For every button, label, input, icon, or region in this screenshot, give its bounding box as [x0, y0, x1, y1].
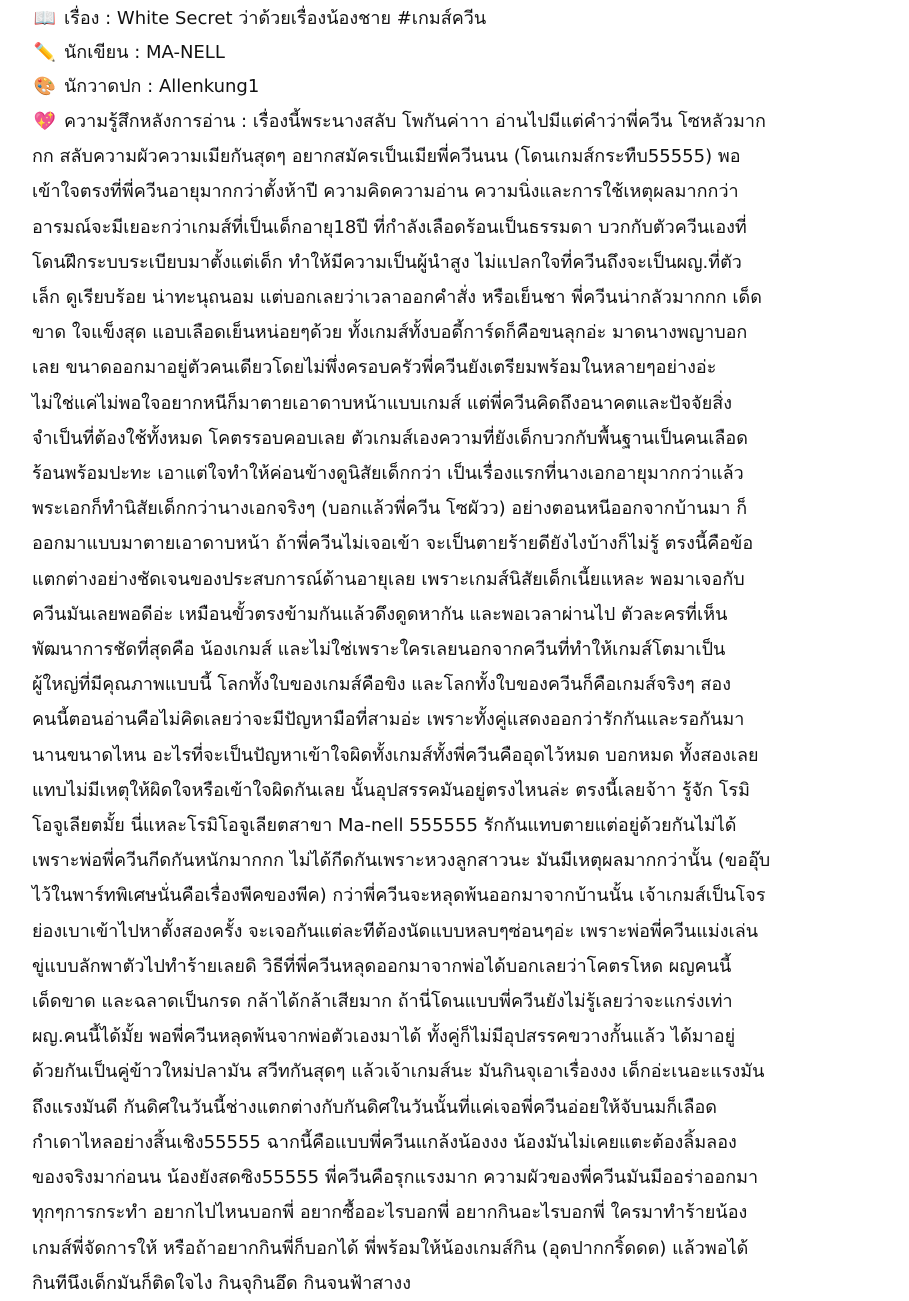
review-line: โอจูเลียตมั้ย นี่แหละโรมิโอจูเลียตสาขา Ma-nell 555555 รักกันแทบตายแต่อยู่ด้วยกันไม่ได้ — [32, 815, 737, 837]
review-line: ความรู้สึกหลังการอ่าน : เรื่องนี้พระนางสลับ โพกันค่าาา อ่านไปมีแต่คำว่าพี่ควีน โซหลัวมาก — [64, 111, 766, 132]
review-line: เข้าใจตรงที่พี่ควีนอายุมากกว่าตั้งห้าปี ความคิดความอ่าน ความนิ่งและการใช้เหตุผลมากกว่า — [32, 181, 739, 203]
review-line: อารมณ์จะมีเยอะกว่าเกมส์ที่เป็นเด็กอายุ18ปี ที่กำลังเลือดร้อนเป็นธรรมดา บวกกับตัวควีนเองที่ — [32, 216, 747, 238]
review-line: ทุกๆการกระทำ อยากไปไหนบอกพี่ อยากซื้ออะไรบอกพี่ อยากกินอะไรบอกพี่ ใครมาทำร้ายน้อง — [32, 1202, 748, 1224]
review-line: เพราะพ่อพี่ควีนกีดกันหนักมากกก ไม่ได้กีดกันเพราะหวงลูกสาวนะ มันมีเหตุผลมากกว่านั้น (ขออุ๊บ — [32, 850, 771, 872]
review-line: เล็ก ดูเรียบร้อย น่าทะนุถนอม แต่บอกเลยว่าเวลาออกคำสั่ง หรือเย็นชา พี่ควีนน่ากลัวมากกก เด็ด — [32, 287, 762, 309]
cover-artist: นักวาดปก : Allenkung1 — [64, 76, 260, 97]
pencil-icon: ✏️ — [33, 42, 57, 63]
sparkling-heart-icon: 💖 — [33, 111, 57, 132]
review-line: ผญ.คนนี้ได้มั้ย พอพี่ควีนหลุดพ้นจากพ่อตัวเองมาได้ ทั้งคู่ก็ไม่มีอุปสรรคขวางกั้นแล้ว ได้มาอยู่ — [32, 1026, 736, 1048]
review-line: พัฒนาการชัดที่สุดคือ น้องเกมส์ และไม่ใช่เพราะใครเลยนอกจากควีนที่ทำให้เกมส์โตมาเป็น — [32, 639, 726, 661]
review-line: ไว้ในพาร์ทพิเศษนั่นคือเรื่องพีคของพีค) กว่าพี่ควีนจะหลุดพ้นออกมาจากบ้านนั้น เจ้าเกมส์เป็นโจร — [32, 885, 766, 907]
author: นักเขียน : MA-NELL — [64, 42, 225, 63]
review-line: แทบไม่มีเหตุให้ผิดใจหรือเข้าใจผิดกันเลย นั้นอุปสรรคมันอยู่ตรงไหนล่ะ ตรงนี้เลยจ้าา รู้จัก โรมิ — [32, 779, 750, 801]
review-heading-line — [32, 104, 883, 139]
review-line: กก สลับความผัวความเมียกันสุดๆ อยากสมัครเป็นเมียพี่ควีนนน (โดนเกมส์กระทืบ55555) พอ — [32, 146, 741, 168]
review-line: ไม่ใช่แค่ไม่พอใจอยากหนีก็มาตายเอาดาบหน้าแบบเกมส์ แต่พี่ควีนคิดถึงอนาคตและปัจจัยสิ่ง — [32, 392, 733, 414]
cover-artist-line — [32, 70, 883, 104]
review-line: เกมส์พี่จัดการให้ หรือถ้าอยากกินพี่ก็บอกได้ พี่พร้อมให้น้องเกมส์กิน (อุดปากกริ้ดดด) แล้วพอได้ — [32, 1237, 749, 1259]
review-line: แตกต่างอย่างชัดเจนของประสบการณ์ด้านอายุเลย เพราะเกมส์นิสัยเด็กเนี้ยแหละ พอมาเจอกับ — [32, 568, 745, 590]
review-line: ด้วยกันเป็นคู่ข้าวใหม่ปลามัน สวีทกันสุดๆ แล้วเจ้าเกมส์นะ มันกินจุเอาเรื่องงง เด็กอ่ะเนอะแรงมัน — [32, 1061, 765, 1083]
review-line: ของจริงมาก่อนน น้องยังสดซิง55555 พี่ควีนคือรุกแรงมาก ความผัวของพี่ควีนมันมีออร่าออกมา — [32, 1167, 759, 1189]
review-line: ย่องเบาเข้าไปหาตั้งสองครั้ง จะเจอกันแต่ละทีต้องนัดแบบหลบๆซ่อนๆอ่ะ เพราะพ่อพี่ควีนแม่งเล่น — [32, 920, 759, 942]
review-line: ขาด ใจแข็งสุด แอบเลือดเย็นหน่อยๆด้วย ทั้งเกมส์ทั้งบอดี้การ์ดก็คือขนลุกอ่ะ มาดนางพญาบอก — [32, 322, 748, 344]
review-line: คนนี้ตอนอ่านคือไม่คิดเลยว่าจะมีปัญหามือที่สามอ่ะ เพราะทั้งคู่แสดงออกว่ารักกันและรอกันมา — [32, 709, 745, 731]
story-title: เรื่อง : White Secret ว่าด้วยเรื่องน้องชาย #เกมส์ควีน — [64, 8, 487, 29]
review-line: โดนฝึกระบบระเบียบมาตั้งแต่เด็ก ทำให้มีความเป็นผู้นำสูง ไม่แปลกใจที่ควีนถึงจะเป็นผญ.ที่ตัว — [32, 251, 742, 273]
review-line: ออกมาแบบมาตายเอาดาบหน้า ถ้าพี่ควีนไม่เจอเข้า จะเป็นตายร้ายดียังไงบ้างก็ไม่รู้ ตรงนี้คือข้อ — [32, 533, 754, 555]
review-line: ควีนมันเลยพอดีอ่ะ เหมือนขั้วตรงข้ามกันแล้วดึงดูดหากัน และพอเวลาผ่านไป ตัวละครที่เห็น — [32, 603, 728, 625]
book-icon: 📖 — [33, 8, 57, 29]
palette-icon: 🎨 — [33, 76, 57, 97]
review-line: ขู่แบบลักพาตัวไปทำร้ายเลยดิ วิธีที่พี่ควีนหลุดออกมาจากพ่อได้บอกเลยว่าโคตรโหด ผญคนนี้ — [32, 955, 732, 977]
review-line: จำเป็นที่ต้องใช้ทั้งหมด โคตรรอบคอบเลย ตัวเกมส์เองความที่ยังเด็กบวกกับพื้นฐานเป็นคนเลือด — [32, 427, 748, 449]
review-line: พระเอกก็ทำนิสัยเด็กกว่านางเอกจริงๆ (บอกแล้วพี่ควีน โซผัวว) อย่างตอนหนีออกจากบ้านมา ก็ — [32, 498, 748, 520]
review-line: ถึงแรงมันดี กันดิศในวันนี้ช่างแตกต่างกับกันดิศในวันนั้นที่แค่เจอพี่ควีนอ่อยให้จับนมก็เลือด — [32, 1096, 717, 1118]
review-text — [32, 139, 883, 1301]
review-line: กินทีนึงเด็กมันก็ติดใจไง กินจุกินอึด กินจนฟ้าสางง — [32, 1272, 412, 1294]
review-line: กำเดาไหลอย่างสิ้นเชิง55555 ฉากนี้คือแบบพี่ควีนแกล้งน้องงง น้องมันไม่เคยแตะต้องลิ้มลอง — [32, 1131, 737, 1153]
review-line: นานขนาดไหน อะไรที่จะเป็นปัญหาเข้าใจผิดทั้งเกมส์ทั้งพี่ควีนคืออุดไว้หมด บอกหมด ทั้งสองเลย — [32, 744, 759, 766]
review-line: ร้อนพร้อมปะทะ เอาแต่ใจทำให้ค่อนข้างดูนิสัยเด็กกว่า เป็นเรื่องแรกที่นางเอกอายุมากกว่าแล้ว — [32, 463, 744, 485]
review-line: เลย ขนาดออกมาอยู่ตัวคนเดียวโดยไม่พึ่งครอบครัวพี่ควีนยังเตรียมพร้อมในหลายๆอย่างอ่ะ — [32, 357, 717, 379]
review-line: เด็ดขาด และฉลาดเป็นกรด กล้าได้กล้าเสียมาก ถ้านี่โดนแบบพี่ควีนยังไม่รู้เลยว่าจะแกร่งเท่า — [32, 991, 733, 1013]
author-line — [32, 36, 883, 70]
review-line: ผู้ใหญ่ที่มีคุณภาพแบบนี้ โลกทั้งใบของเกมส์คือขิง และโลกทั้งใบของควีนก็คือเกมส์จริงๆ สอง — [32, 674, 732, 696]
story-title-line — [32, 2, 883, 36]
